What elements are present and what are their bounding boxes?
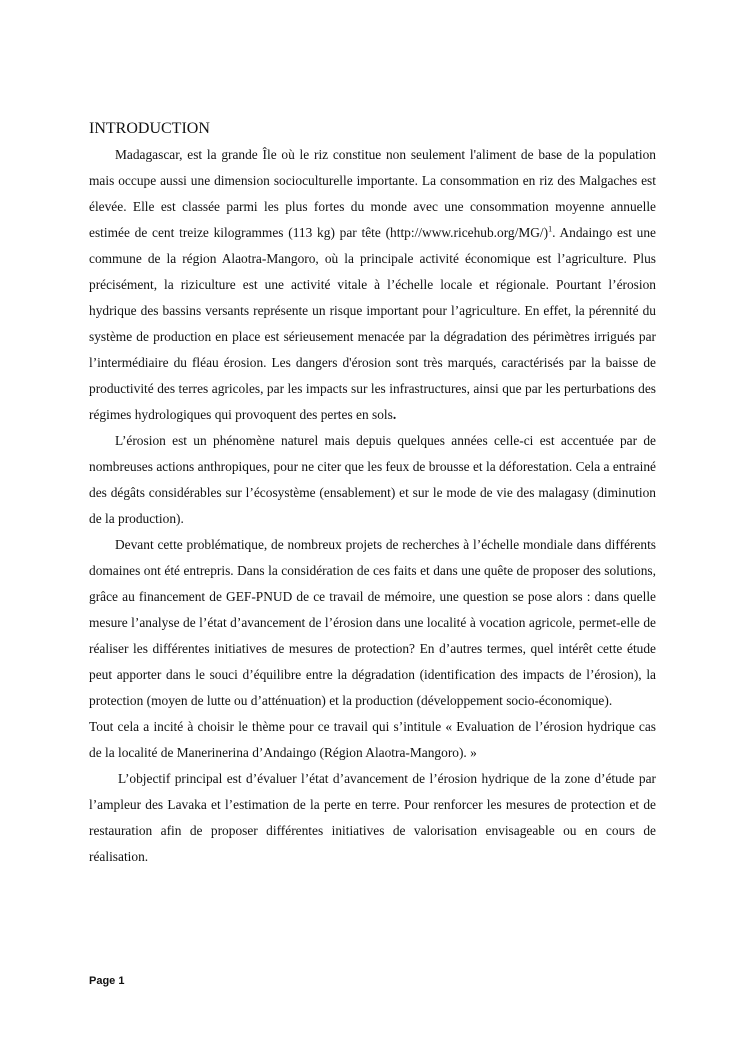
document-body	[89, 116, 656, 870]
paragraph-1-continued: . Andaingo est une commune de la région Alaotra-Mangoro, où la principale activité économique est l’agriculture. Plus précisément, la riziculture est une activité vitale à l’échelle locale et régionale. Pourtant l’érosion hydrique des bassins versants représente un risque important pour l’agriculture. En effet, la pérennité du système de production en place est sérieusement menacée par la dégradation des périmètres irrigués par l’intermédiaire du fléau érosion. Les dangers d'érosion sont très marqués, caractérisés par la baisse de productivité des terres agricoles, par les impacts sur les infrastructures, ainsi que par les perturbations des régimes hydrologiques qui provoquent des pertes en sols	[89, 225, 656, 422]
paragraph-5: L’objectif principal est d’évaluer l’état d’avancement de l’érosion hydrique de la zone d’étude par l’ampleur des Lavaka et l’estimation de la perte en terre. Pour renforcer les mesures de protection et de restauration afin de proposer différentes initiatives de valorisation envisageable ou en cours de réalisation.	[89, 771, 656, 864]
paragraph-2: L’érosion est un phénomène naturel mais depuis quelques années celle-ci est accentuée par de nombreuses actions anthropiques, pour ne citer que les feux de brousse et la déforestation. Cela a entrainé des dégâts considérables sur l’écosystème (ensablement) et sur le mode de vie des malagasy (diminution de la production).	[89, 433, 656, 526]
page-footer: Page 1	[89, 975, 125, 987]
footnote-marker[interactable]: 1	[548, 224, 553, 234]
paragraph-1-text: Madagascar, est la grande Île où le riz constitue non seulement l'aliment de base de la population mais occupe aussi une dimension socioculturelle importante. La consommation en riz des Malgaches est élevée. Elle est classée parmi les plus fortes du monde avec une consommation moyenne annuelle estimée de cent treize kilogrammes (113 kg) par tête (http://www.ricehub.org/MG/)	[89, 147, 656, 240]
paragraph-1	[89, 142, 656, 428]
paragraph-3: Devant cette problématique, de nombreux projets de recherches à l’échelle mondiale dans différents domaines ont été entrepris. Dans la considération de ces faits et dans une quête de proposer des solutions, grâce au financement de GEF-PNUD de ce travail de mémoire, une question se pose alors : dans quelle mesure l’analyse de l’état d’avancement de l’érosion dans une localité à vocation agricole, permet-elle de réaliser les différentes initiatives de mesures de protection? En d’autres termes, quel intérêt cette étude peut apporter dans le souci d’équilibre entre la dégradation (identification des impacts de l’érosion), la protection (moyen de lutte ou d’atténuation) et la production (développement socio-économique).	[89, 537, 656, 708]
section-heading: INTRODUCTION	[89, 120, 210, 137]
paragraph-1-end: .	[392, 407, 397, 422]
paragraph-4: Tout cela a incité à choisir le thème pour ce travail qui s’intitule « Evaluation de l’érosion hydrique cas de la localité de Manerinerina d’Andaingo (Région Alaotra-Mangoro). »	[89, 719, 656, 760]
